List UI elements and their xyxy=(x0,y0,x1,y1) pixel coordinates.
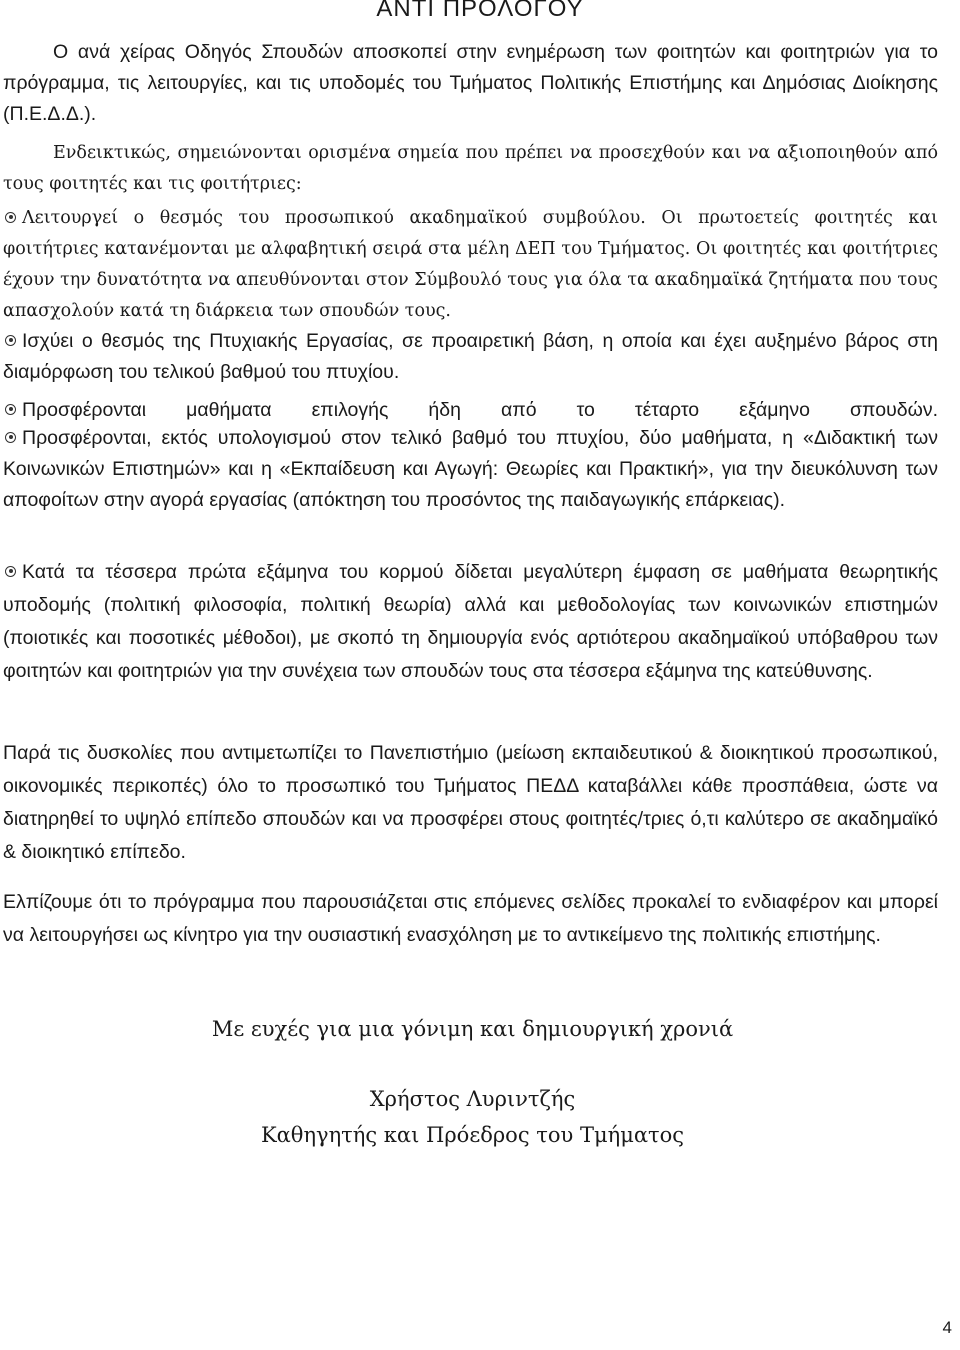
bullet-text: Λειτουργεί ο θεσμός του προσωπικού ακαδημαϊκού συμβούλου. Οι πρωτοετείς φοιτητές και φοιτήτριες κατανέμονται με αλφαβητική σειρά στα μέλη ΔΕΠ του Τμήματος. Οι φοιτητές και φοιτήτριες έχουν την δυνατότητα να απευθύνονται στον Σύμβουλό τους για όλα τα ακαδημαϊκά ζητήματα που τους απασχολούν κατά τη διάρκεια των σπουδών τους. xyxy=(3,208,938,321)
bullet-item xyxy=(3,395,938,426)
hope-paragraph: Ελπίζουμε ότι το πρόγραμμα που παρουσιάζεται στις επόμενες σελίδες προκαλεί το ενδιαφέρον και μπορεί να λειτουργήσει ως κίνητρο για την ουσιαστική ενασχόληση με το αντικείμενο της πολιτικής επιστήμης. xyxy=(3,891,938,946)
bullet-icon xyxy=(5,212,16,223)
bullet-icon xyxy=(5,432,16,443)
wishes-line: Με ευχές για μια γόνιμη και δημιουργική χρονιά xyxy=(211,1017,734,1041)
bullet-item xyxy=(3,556,938,688)
page-title: ΑΝΤΙ ΠΡΟΛΟΓΟΥ xyxy=(376,0,584,22)
highlights-intro: Ενδεικτικώς, σημειώνονται ορισμένα σημεία που πρέπει να προσεχθούν και να αξιοποιηθούν από τους φοιτητές και τις φοιτήτριες: xyxy=(3,143,938,194)
bullet-icon xyxy=(5,335,16,346)
signature-role: Καθηγητής και Πρόεδρος του Τμήματος xyxy=(260,1123,685,1147)
bullet-text: Προσφέρονται, εκτός υπολογισμού στον τελικό βαθμό του πτυχίου, δύο μαθήματα, η «Διδακτική των Κοινωνικών Επιστημών» και η «Εκπαίδευση και Αγωγή: Θεωρίες και Πρακτική», για την διευκόλυνση των αποφοίτων στην αγορά εργασίας (απόκτηση του προσόντος της παιδαγωγικής επάρκειας). xyxy=(3,427,938,511)
difficulties-paragraph: Παρά τις δυσκολίες που αντιμετωπίζει το Πανεπιστήμιο (μείωση εκπαιδευτικού & διοικητικού προσωπικού, οικονομικές περικοπές) όλο το προσωπικό του Τμήματος ΠΕΔΔ καταβάλλει κάθε προσπάθεια, ώστε να διατηρηθεί το υψηλό επίπεδο σπουδών και να προσφέρει στους φοιτητές/τριες ό,τι καλύτερο σε ακαδημαϊκό & διοικητικό επίπεδο. xyxy=(3,742,938,863)
bullet-item xyxy=(3,326,938,388)
page-number: 4 xyxy=(942,1318,952,1337)
signature-name: Χρήστος Λυριντζής xyxy=(369,1087,576,1111)
bullet-icon xyxy=(5,566,16,577)
bullet-text: Κατά τα τέσσερα πρώτα εξάμηνα του κορμού δίδεται μεγαλύτερη έμφαση σε μαθήματα θεωρητικής υποδομής (πολιτική φιλοσοφία, πολιτική θεωρία) αλλά και μεθοδολογίας των κοινωνικών επιστημών (ποιοτικές και ποσοτικές μέθοδοι), με σκοπό τη δημιουργία ενός αρτιότερου ακαδημαϊκού υπόβαθρου των φοιτητών και φοιτητριών για την συνέχεια των σπουδών τους στα τέσσερα εξάμηνα της κατεύθυνσης. xyxy=(3,561,938,682)
bullet-text: Ισχύει ο θεσμός της Πτυχιακής Εργασίας, σε προαιρετική βάση, η οποία και έχει αυξημένο βάρος στη διαμόρφωση του τελικού βαθμού του πτυχίου. xyxy=(3,330,938,383)
intro-paragraph: Ο ανά χείρας Οδηγός Σπουδών αποσκοπεί στην ενημέρωση των φοιτητών και φοιτητριών για το πρόγραμμα, τις λειτουργίες, και τις υποδομές του Τμήματος Πολιτικής Επιστήμης και Δημόσιας Διοίκησης (Π.Ε.Δ.Δ.). xyxy=(3,41,938,125)
bullet-item xyxy=(3,203,938,327)
bullet-item xyxy=(3,423,938,516)
bullet-text: Προσφέρονται μαθήματα επιλογής ήδη από το τέταρτο εξάμηνο σπουδών. xyxy=(22,399,938,421)
bullet-icon xyxy=(5,404,16,415)
